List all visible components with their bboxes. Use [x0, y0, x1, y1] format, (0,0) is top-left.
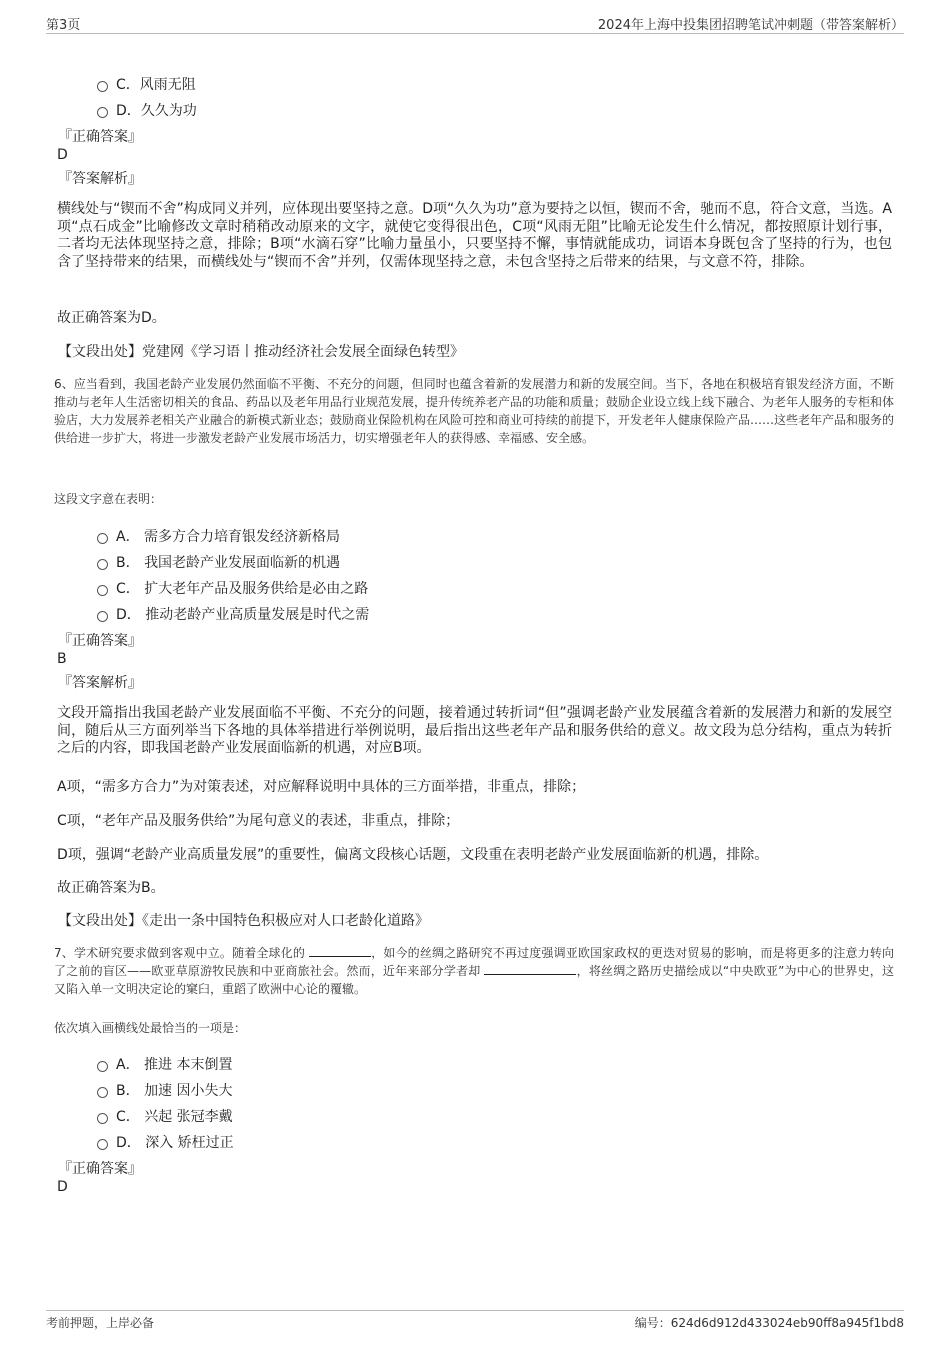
q7-option-a[interactable]	[97, 1054, 232, 1074]
q7-option-c[interactable]	[97, 1106, 233, 1126]
q7-answer: D	[57, 1179, 68, 1195]
option-text: 我国老龄产业发展面临新的机遇	[144, 555, 341, 571]
option-text: 风雨无阻	[139, 77, 196, 93]
option-text: 推进 本末倒置	[144, 1057, 233, 1073]
radio-icon[interactable]	[97, 1061, 108, 1072]
option-text: 深入 矫枉过正	[145, 1135, 234, 1151]
radio-icon[interactable]	[97, 559, 108, 570]
footer-divider	[46, 1310, 904, 1311]
footer-slogan: 考前押题，上岸必备	[46, 1316, 155, 1330]
q6-answer-label: 『正确答案』	[58, 633, 142, 649]
q7-text-part-3: ，将丝绸之路历史描绘成以“中央欧亚”为中心的世界史，这又陷入单一文明决定论的窠臼，重蹈了欧洲中心论的覆辙。	[54, 964, 894, 996]
q7-text-part-1: 7、学术研究要求做到客观中立。随着全球化的	[54, 946, 306, 960]
q6-note-d: D项，强调“老龄产业高质量发展”的重要性，偏离文段核心话题，文段重在表明老龄产业发展面临新的机遇，排除。	[57, 847, 769, 863]
q5-analysis-label: 『答案解析』	[58, 171, 142, 187]
option-letter: A．	[116, 1057, 140, 1073]
q6-option-d[interactable]	[97, 604, 369, 624]
q6-answer: B	[57, 651, 67, 667]
option-letter: B．	[116, 555, 140, 571]
option-text: 久久为功	[140, 103, 197, 119]
option-letter: D．	[116, 103, 141, 119]
q7-stem: 依次填入画横线处最恰当的一项是：	[54, 1021, 247, 1035]
q5-answer: D	[57, 147, 68, 163]
header-divider	[46, 33, 904, 34]
page-number: 第3页	[46, 18, 81, 33]
option-letter: D．	[116, 607, 141, 623]
option-letter: C．	[116, 1109, 140, 1125]
q5-analysis-text: 横线处与“锲而不舍”构成同义并列，应体现出要坚持之意。D项“久久为功”意为要持之以恒，锲而不舍，驰而不息，符合文意，当选。A项“点石成金”比喻修改文章时稍稍改动原来的文字，就使它变得很出色，C项“风雨无阻”比喻无论发生什么情况，都按照原计划行事，二者均无法体现坚持之意，排除；B项“水滴石穿”比喻力量虽小，只要坚持不懈，事情就能成功，词语本身既包含了坚持的行为，也包含了坚持带来的结果，而横线处与“锲而不舍”并列，仅需体现坚持之意，未包含坚持之后带来的结果，与文意不符，排除。	[57, 201, 892, 270]
option-text: 需多方合力培育银发经济新格局	[144, 529, 341, 545]
q6-option-a[interactable]	[97, 526, 340, 546]
q7-blank-2	[484, 962, 576, 975]
q7-question-text	[54, 944, 894, 998]
option-text: 推动老龄产业高质量发展是时代之需	[145, 607, 370, 623]
radio-icon[interactable]	[97, 585, 108, 596]
q7-option-b[interactable]	[97, 1080, 233, 1100]
q5-source: 【文段出处】党建网《学习语丨推动经济社会发展全面绿色转型》	[58, 344, 464, 360]
option-text: 加速 因小失大	[144, 1083, 233, 1099]
radio-icon[interactable]	[97, 1113, 108, 1124]
radio-icon[interactable]	[97, 1087, 108, 1098]
option-letter: C．	[116, 77, 140, 93]
option-letter: D．	[116, 1135, 141, 1151]
q6-stem: 这段文字意在表明：	[54, 492, 163, 506]
radio-icon[interactable]	[97, 1139, 108, 1150]
q6-analysis-label: 『答案解析』	[58, 675, 142, 691]
footer-serial: 编号：624d6d912d433024eb90ff8a945f1bd8	[634, 1316, 904, 1330]
q5-option-d[interactable]	[97, 100, 197, 120]
option-text: 兴起 张冠李戴	[144, 1109, 233, 1125]
q6-option-b[interactable]	[97, 552, 340, 572]
q6-note-a: A项，“需多方合力”为对策表述，对应解释说明中具体的三方面举措，非重点，排除；	[57, 779, 586, 795]
radio-icon[interactable]	[97, 107, 108, 118]
q6-source: 【文段出处】《走出一条中国特色积极应对人口老龄化道路》	[58, 913, 429, 929]
option-letter: A．	[116, 529, 140, 545]
q7-option-d[interactable]	[97, 1132, 234, 1152]
q6-option-c[interactable]	[97, 578, 368, 598]
q6-conclusion: 故正确答案为B。	[57, 880, 165, 896]
option-letter: C．	[116, 581, 140, 597]
radio-icon[interactable]	[97, 81, 108, 92]
radio-icon[interactable]	[97, 611, 108, 622]
document-title: 2024年上海中投集团招聘笔试冲刺题（带答案解析）	[597, 18, 904, 33]
q7-answer-label: 『正确答案』	[58, 1161, 142, 1177]
option-letter: B．	[116, 1083, 140, 1099]
q6-note-c: C项，“老年产品及服务供给”为尾句意义的表述，非重点，排除；	[57, 813, 460, 829]
q5-conclusion: 故正确答案为D。	[57, 310, 166, 326]
q5-option-c[interactable]	[97, 74, 196, 94]
option-text: 扩大老年产品及服务供给是必由之路	[144, 581, 369, 597]
q5-answer-label: 『正确答案』	[58, 129, 142, 145]
q6-question-text: 6、应当看到，我国老龄产业发展仍然面临不平衡、不充分的问题，但同时也蕴含着新的发展潜力和新的发展空间。当下，各地在积极培育银发经济方面，不断推动与老年人生活密切相关的食品、药品以及老年用品行业规范发展，提升传统养老产品的功能和质量；鼓励企业设立线上线下融合、为老年人服务的专柜和体验店，大力发展养老相关产业融合的新模式新业态；鼓励商业保险机构在风险可控和商业可持续的前提下，开发老年人健康保险产品……这些老年产品和服务的供给进一步扩大，将进一步激发老龄产业发展市场活力，切实增强老年人的获得感、幸福感、安全感。	[54, 377, 895, 445]
radio-icon[interactable]	[97, 533, 108, 544]
q7-blank-1	[309, 944, 371, 957]
q6-analysis-text: 文段开篇指出我国老龄产业发展面临不平衡、不充分的问题，接着通过转折词“但”强调老龄产业发展蕴含着新的发展潜力和新的发展空间，随后从三方面列举当下各地的具体举措进行举例说明，最后指出这些老年产品和服务供给的意义。故文段为总分结构，重点为转折之后的内容，即我国老龄产业发展面临新的机遇，对应B项。	[57, 705, 892, 756]
q7-text-part-2: ，如今的丝绸之路研究不再过度强调亚欧国家政权的更迭对贸易的影响，而是将更多的注意力转向了之前的盲区——欧亚草原游牧民族和中亚商旅社会。然而，近年来部分学者却	[54, 946, 894, 978]
